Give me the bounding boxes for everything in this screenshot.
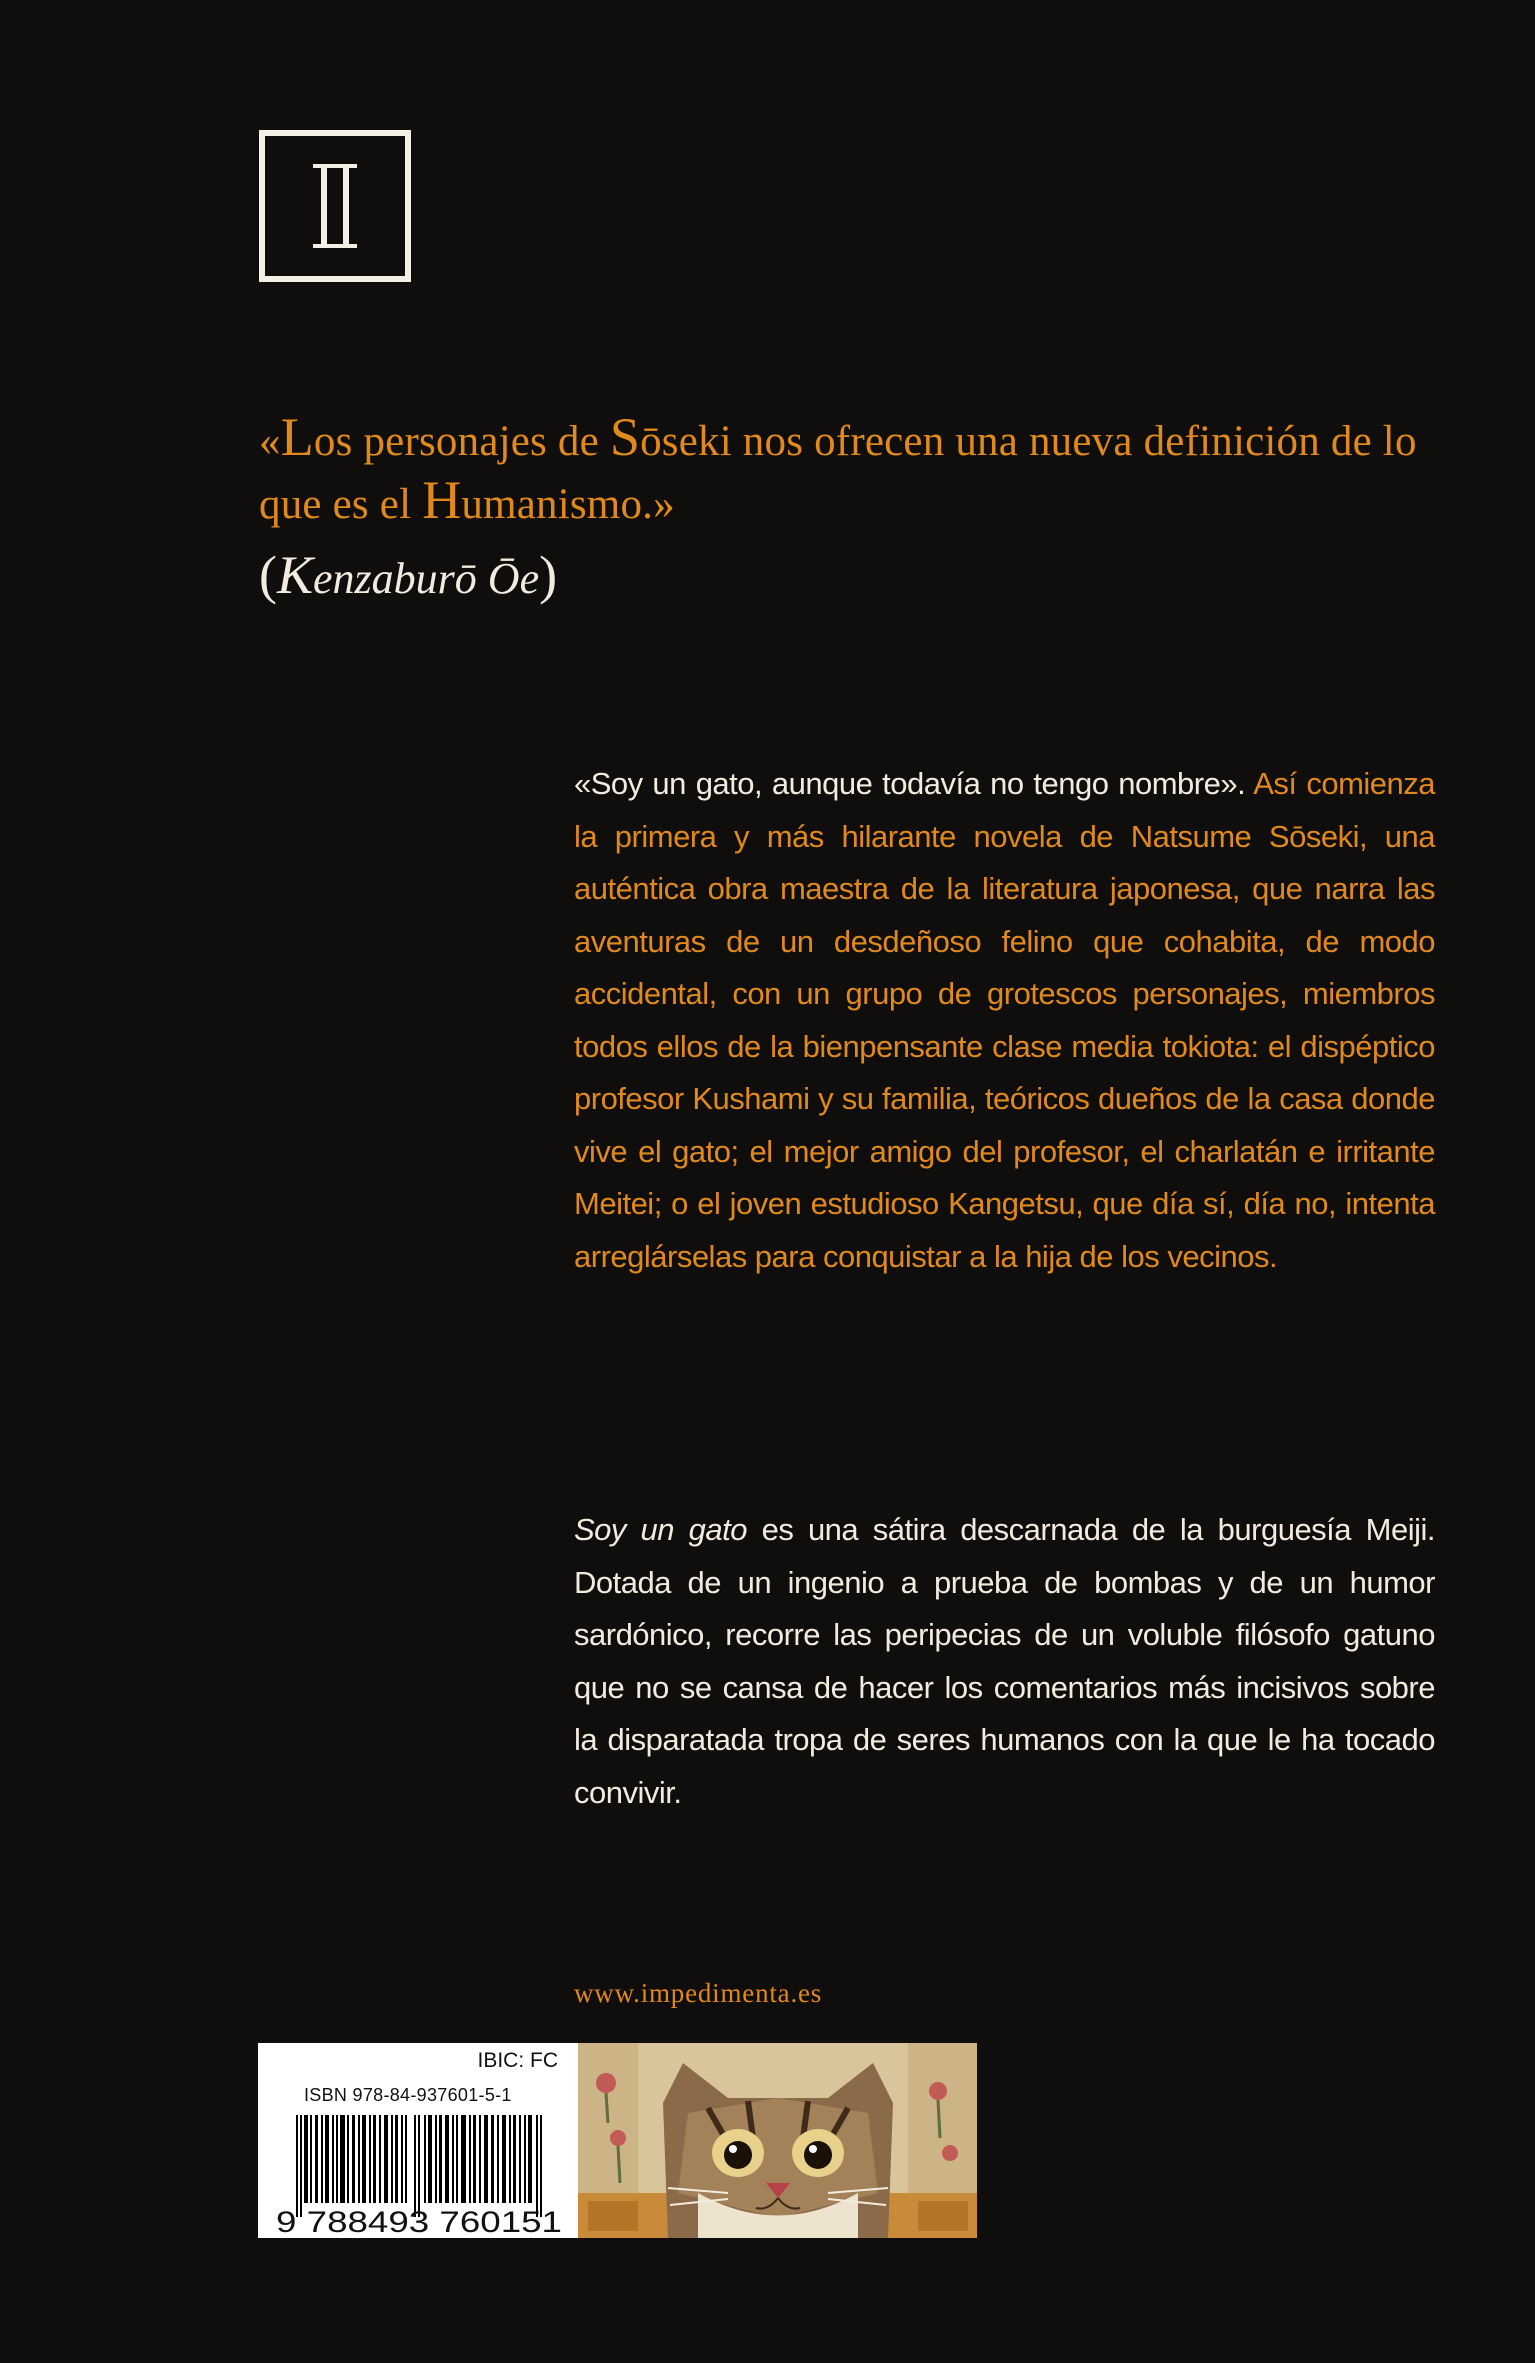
- quote-initial: L: [280, 407, 314, 467]
- svg-text:I: I: [165, 36, 166, 37]
- publisher-logo: [165, 36, 411, 282]
- cat-illustration: [578, 2043, 977, 2238]
- publisher-website[interactable]: www.impedimenta.es: [574, 1978, 823, 2008]
- author-surname: Ōe: [487, 554, 540, 603]
- paren: (: [259, 545, 277, 605]
- barcode-digits: 9 788493 760151: [276, 2206, 562, 2239]
- quote-initial: H: [422, 470, 462, 530]
- quote-open-mark: «: [259, 418, 281, 465]
- author-name: enzaburō: [313, 554, 488, 603]
- barcode-bars: [274, 2115, 566, 2239]
- blurb-paragraph-1: [574, 758, 1435, 1283]
- book-title: Soy un gato: [574, 1512, 747, 1547]
- barcode: [274, 2115, 566, 2239]
- author-initial: K: [276, 545, 314, 605]
- blurb-paragraph-2: [574, 1504, 1435, 1819]
- isbn-label: ISBN 978-84-937601-5-1: [304, 2085, 512, 2105]
- blurb-text: es una sátira descarnada de la burguesía Meiji. Dotada de un ingenio a prueba de bombas y de un humor sardónico, recorre las peripecias de un voluble filósofo gatuno que no se cansa de hacer los comentarios más incisivos sobre la disparatada tropa de seres humanos con la que le ha tocado convivir.: [574, 1512, 1435, 1810]
- quote-text: os personajes de: [313, 418, 610, 465]
- blurb-text: Así comienza la primera y más hilarante novela de Natsume Sōseki, una auténtica obra maestra de la literatura japonesa, que narra las aventuras de un desdeñoso felino que cohabita, de modo accidental, con un grupo de grotescos personajes, miembros todos ellos de la bienpensante clase media tokiota: el dispéptico profesor Kushami y su familia, teóricos dueños de la casa donde vive el gato; el mejor amigo del profesor, el charlatán e irritante Meitei; o el joven estudioso Kangetsu, que día sí, día no, intenta arreglárselas para conquistar a la hija de los vecinos.: [574, 766, 1435, 1274]
- quote-attribution: [259, 545, 557, 609]
- ibic-label: IBIC: FC: [477, 2049, 558, 2072]
- quote-text: ōseki nos ofrecen una nueva definición de lo que es el: [259, 418, 1417, 528]
- review-quote: [259, 408, 1489, 534]
- opening-line: «Soy un gato, aunque todavía no tengo nombre».: [574, 766, 1246, 801]
- barcode-box: [258, 2043, 578, 2238]
- cat-painting-image: [578, 2043, 977, 2238]
- serif-i-icon: [165, 36, 405, 276]
- quote-initial: S: [609, 407, 641, 467]
- quote-text: umanismo.»: [461, 481, 675, 528]
- paren: ): [539, 545, 558, 605]
